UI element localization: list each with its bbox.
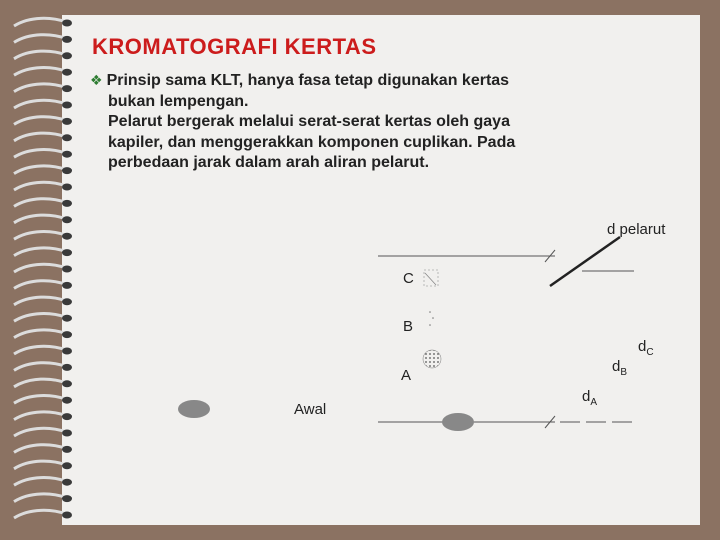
paragraph-line-5: perbedaan jarak dalam arah aliran pelarut. bbox=[108, 154, 430, 171]
paragraph-line-3: Pelarut bergerak melalui serat-serat kertas oleh gaya bbox=[108, 113, 510, 130]
solvent-distance-pointer bbox=[550, 237, 620, 286]
spot-c bbox=[424, 270, 438, 286]
reference-spot-origin bbox=[178, 400, 210, 418]
distance-label-c: $d_C$ bbox=[638, 338, 654, 358]
sample-spot-origin bbox=[442, 413, 474, 431]
distance-label-a: $d_A$ bbox=[582, 388, 598, 408]
diamond-bullet-icon: ❖ bbox=[90, 72, 103, 88]
spot-label-a: A bbox=[401, 367, 412, 384]
paragraph-line-2: bukan lempengan. bbox=[108, 92, 249, 110]
spot-a bbox=[423, 350, 441, 368]
slide-title: KROMATOGRAFI KERTAS bbox=[92, 34, 377, 59]
spot-label-b: B bbox=[403, 318, 414, 335]
distance-label-b: $d_B$ bbox=[612, 358, 628, 378]
origin-label: Awal bbox=[294, 401, 327, 418]
paragraph-line-1: ❖ Prinsip sama KLT, hanya fasa tetap digunakan kertas bbox=[90, 72, 510, 89]
solvent-distance-label: d pelarut bbox=[607, 221, 666, 238]
spot-b bbox=[429, 311, 434, 326]
paragraph-line-4: kapiler, dan menggerakkan komponen cuplikan. Pada bbox=[108, 133, 516, 151]
spot-label-c: C bbox=[403, 270, 414, 287]
